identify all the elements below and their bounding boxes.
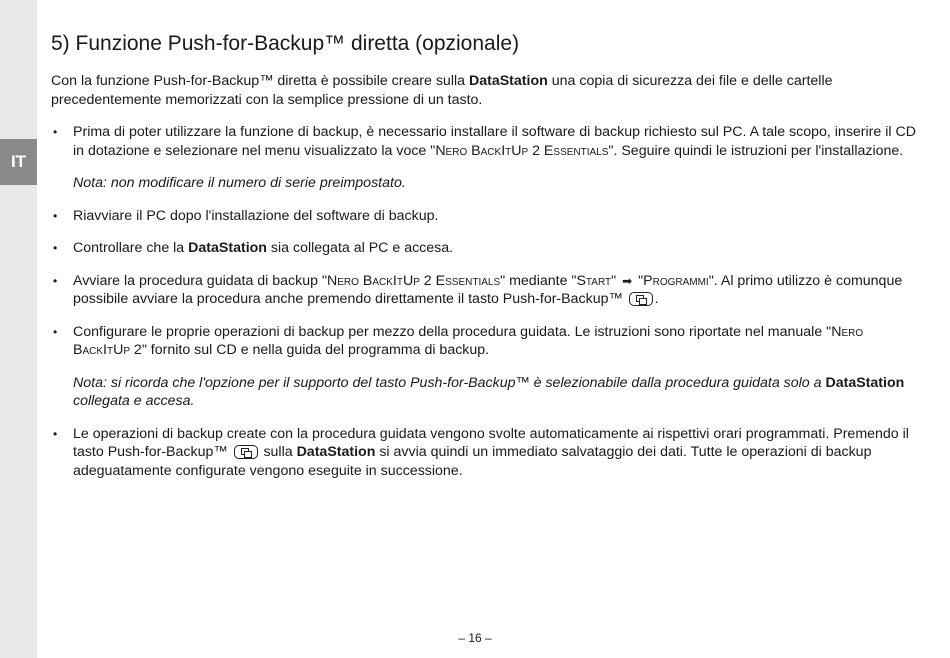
backup-button-icon [629, 292, 653, 306]
text: sulla [259, 444, 297, 460]
note: Nota: non modificare il numero di serie preimpostato. [73, 175, 406, 191]
software-name: Nero BackItUp 2 [73, 323, 864, 358]
text: Le operazioni di backup create con la procedura guidata vengono svolte automaticamente ai rispettivi orari programmati. Premendo il tasto Push-for-Backup™ [73, 425, 909, 460]
software-name: Nero BackItUp 2 Essentials [327, 272, 501, 289]
arrow-right-icon: ➡ [622, 273, 633, 288]
text: " [611, 272, 621, 289]
text: Prima di poter utilizzare la funzione di backup, è necessario installare il software di backup richiesto sul PC. A tale scopo, inserire il CD in dotazione e selezionare nel menu visualizzato la voce " [73, 124, 916, 159]
list-item [51, 123, 916, 193]
text: Con la funzione Push-for-Backup™ diretta è possibile creare sulla [51, 73, 469, 89]
language-tab: IT [0, 139, 37, 185]
side-strip [0, 0, 37, 658]
intro-paragraph [51, 72, 916, 109]
list-item [51, 207, 916, 226]
text: " fornito sul CD e nella guida del programma di backup. [141, 342, 490, 358]
list-item [51, 425, 916, 481]
text: Configurare le proprie operazioni di backup per mezzo della procedura guidata. Le istruzioni sono riportate nel manuale " [73, 323, 832, 340]
brand-name: DataStation [188, 240, 267, 256]
instruction-list [51, 123, 916, 480]
list-item [51, 239, 916, 258]
text: Controllare che la [73, 240, 189, 256]
note [73, 374, 916, 411]
text: ". Seguire quindi le istruzioni per l'installazione. [608, 142, 904, 159]
page-content [51, 30, 916, 494]
list-item [51, 272, 916, 309]
page-number: – 16 – [458, 631, 492, 645]
backup-button-icon [234, 445, 258, 459]
text: " mediante " [500, 272, 577, 289]
text: collegata e accesa. [73, 393, 195, 409]
section-title: 5) Funzione Push-for-Backup™ diretta (opzionale) [51, 32, 520, 55]
text: ". Al primo utilizzo è comunque possibile avviare la procedura anche premendo direttamente il tasto Push-for-Backup™ [73, 272, 903, 307]
text: " [634, 272, 644, 289]
list-item [51, 323, 916, 411]
text: Nota: si ricorda che l'opzione per il supporto del tasto Push-for-Backup™ è selezionabile dalla procedura guidata solo a [73, 374, 826, 391]
brand-name: DataStation [468, 73, 548, 89]
text: Avviare la procedura guidata di backup " [73, 272, 328, 289]
text: si avvia quindi un immediato salvataggio dei dati. Tutte le operazioni di backup adeguatamente configurate vengono eseguite in successione. [73, 444, 872, 479]
text: Riavviare il PC dopo l'installazione del software di backup. [73, 207, 439, 224]
menu-programs: Programmi [643, 272, 709, 289]
brand-name: DataStation [825, 374, 905, 391]
brand-name: DataStation [296, 444, 376, 460]
text: una copia di sicurezza dei file e delle cartelle precedentemente memorizzati con la semplice pressione di un tasto. [51, 73, 833, 108]
software-name: Nero BackItUp 2 Essentials [435, 142, 609, 159]
text: . [654, 291, 659, 307]
menu-start: Start [576, 272, 612, 289]
text: sia collegata al PC e accesa. [266, 240, 454, 256]
